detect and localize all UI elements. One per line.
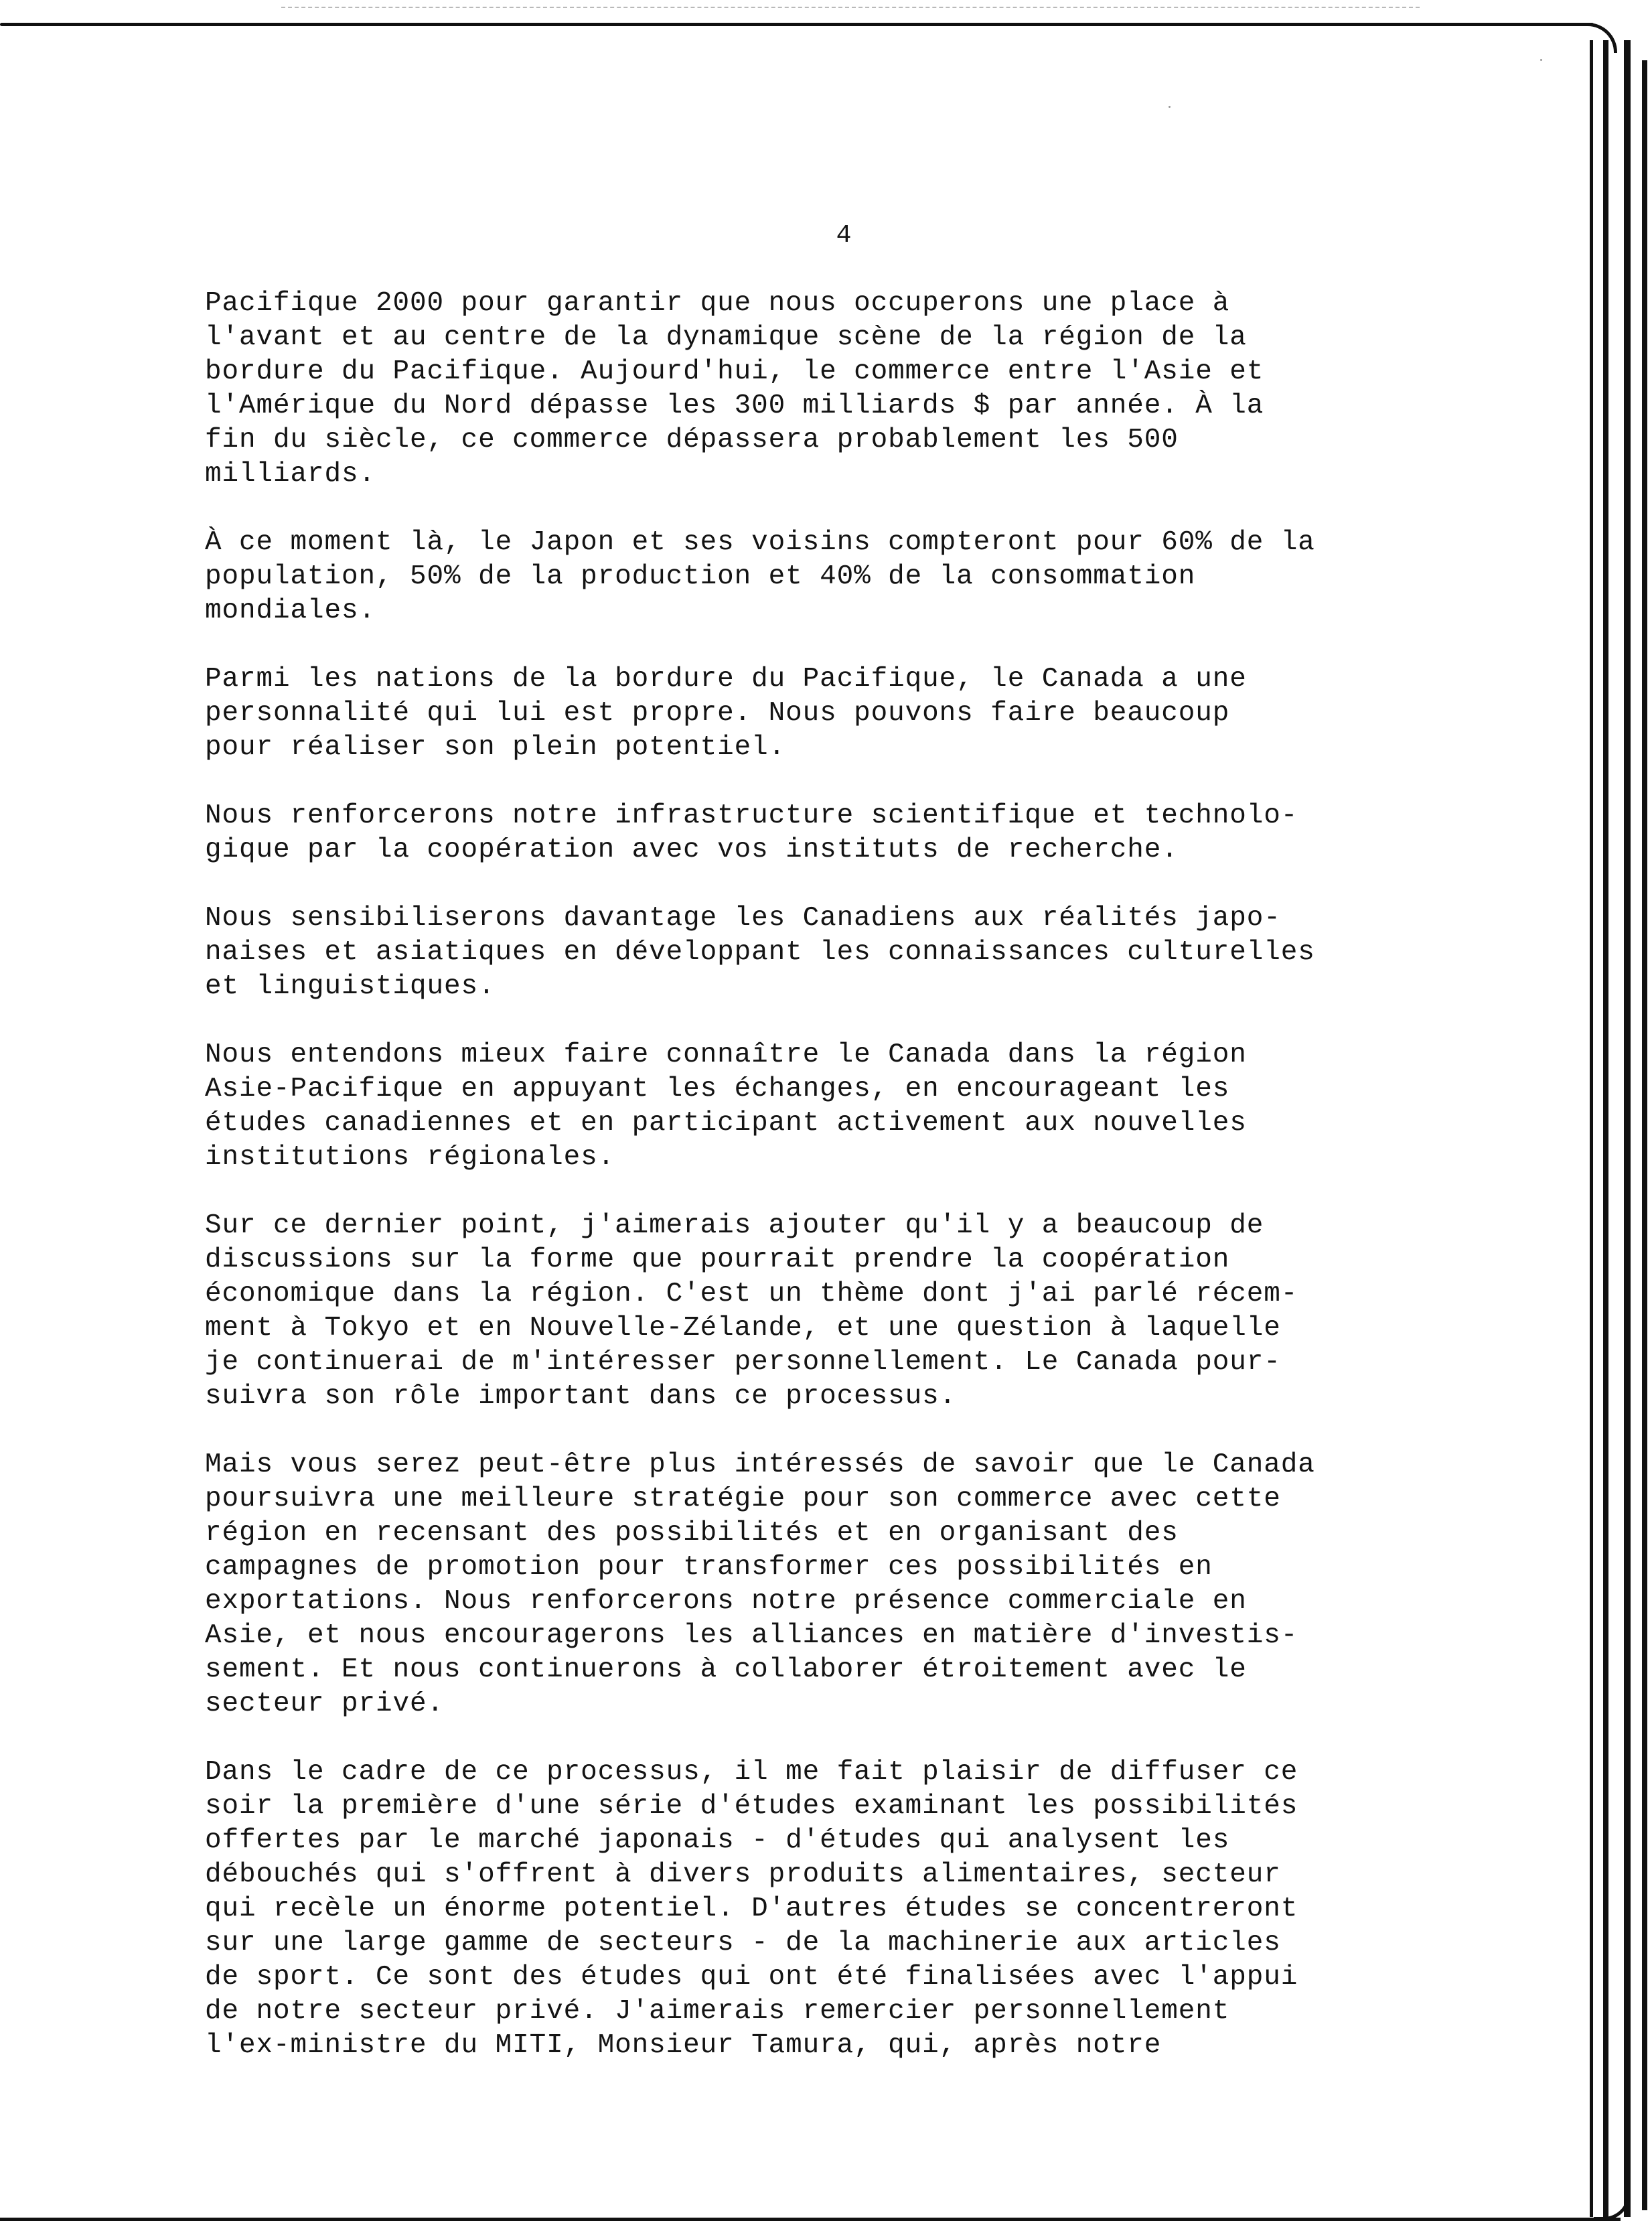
paragraph: Nous sensibiliserons davantage les Canadiens aux réalités japo- naises et asiatiques en développant les connaissances culturelles et linguistiques. [205,903,1315,1002]
binder-edge-line [1603,40,1608,2217]
paragraph: Nous renforcerons notre infrastructure scientifique et technolo- gique par la coopération avec vos instituts de recherche. [205,800,1298,865]
binder-gap [1631,40,1641,2217]
paragraph: Sur ce dernier point, j'aimerais ajouter qu'il y a beaucoup de discussions sur la forme que pourrait prendre la coopération économique dans la région. C'est un thème dont j'ai parlé récem- ment à Tokyo et en Nouvelle-Zélande, et une question à laquelle je continuerai de m'intéresser personnellement. Le Canada pour- suivra son rôle important dans ce processus. [205,1210,1298,1412]
scan-speck [1540,59,1542,61]
scan-speck [1169,106,1171,108]
page-bottom-edge [0,2218,1621,2221]
paragraph: Dans le cadre de ce processus, il me fait plaisir de diffuser ce soir la première d'une série d'études examinant les possibilités offertes par le marché japonais - d'études qui analysent les débouchés qui s'offrent à divers produits alimentaires, secteur qui recèle un énorme potentiel. D'autres études se concentreront sur une large gamme de secteurs - de la machinerie aux articles de sport. Ce sont des études qui ont été finalisées avec l'appui de notre secteur privé. J'aimerais remercier personnellement l'ex-ministre du MITI, Monsieur Tamura, qui, après notre [205,1757,1298,2061]
scan-noise-line [281,7,1420,9]
paragraph: À ce moment là, le Japon et ses voisins compteront pour 60% de la population, 50% de la production et 40% de la consommation mondiales. [205,527,1315,626]
paragraph: Parmi les nations de la bordure du Pacifique, le Canada a une personnalité qui lui est propre. Nous pouvons faire beaucoup pour réaliser son plein potentiel. [205,664,1247,763]
paragraph: Pacifique 2000 pour garantir que nous occuperons une place à l'avant et au centre de la dynamique scène de la région de la bordure du Pacifique. Aujourd'hui, le commerce entre l'Asie et l'Amérique du Nord dépasse les 300 milliards $ par année. À la fin du siècle, ce commerce dépassera probablement les 500 milliards. [205,288,1264,490]
document-body [205,287,1551,2097]
paragraph: Mais vous serez peut-être plus intéressés de savoir que le Canada poursuivra une meilleure stratégie pour son commerce avec cette région en recensant des possibilités et en organisant des campagnes de promotion pour transformer ces possibilités en exportations. Nous renforcerons notre présence commerciale en Asie, et nous encouragerons les alliances en matière d'investis- sement. Et nous continuerons à collaborer étroitement avec le secteur privé. [205,1449,1315,1719]
binder-edge-line [1642,60,1647,2210]
binder-edge-line [1624,40,1631,2217]
page-top-edge [0,23,1594,26]
paragraph: Nous entendons mieux faire connaître le Canada dans la région Asie-Pacifique en appuyant les échanges, en encourageant les études canadiennes et en participant activement aux nouvelles institutions régionales. [205,1039,1247,1173]
page-number: 4 [836,221,852,250]
binder-edge-line [1590,40,1593,2217]
